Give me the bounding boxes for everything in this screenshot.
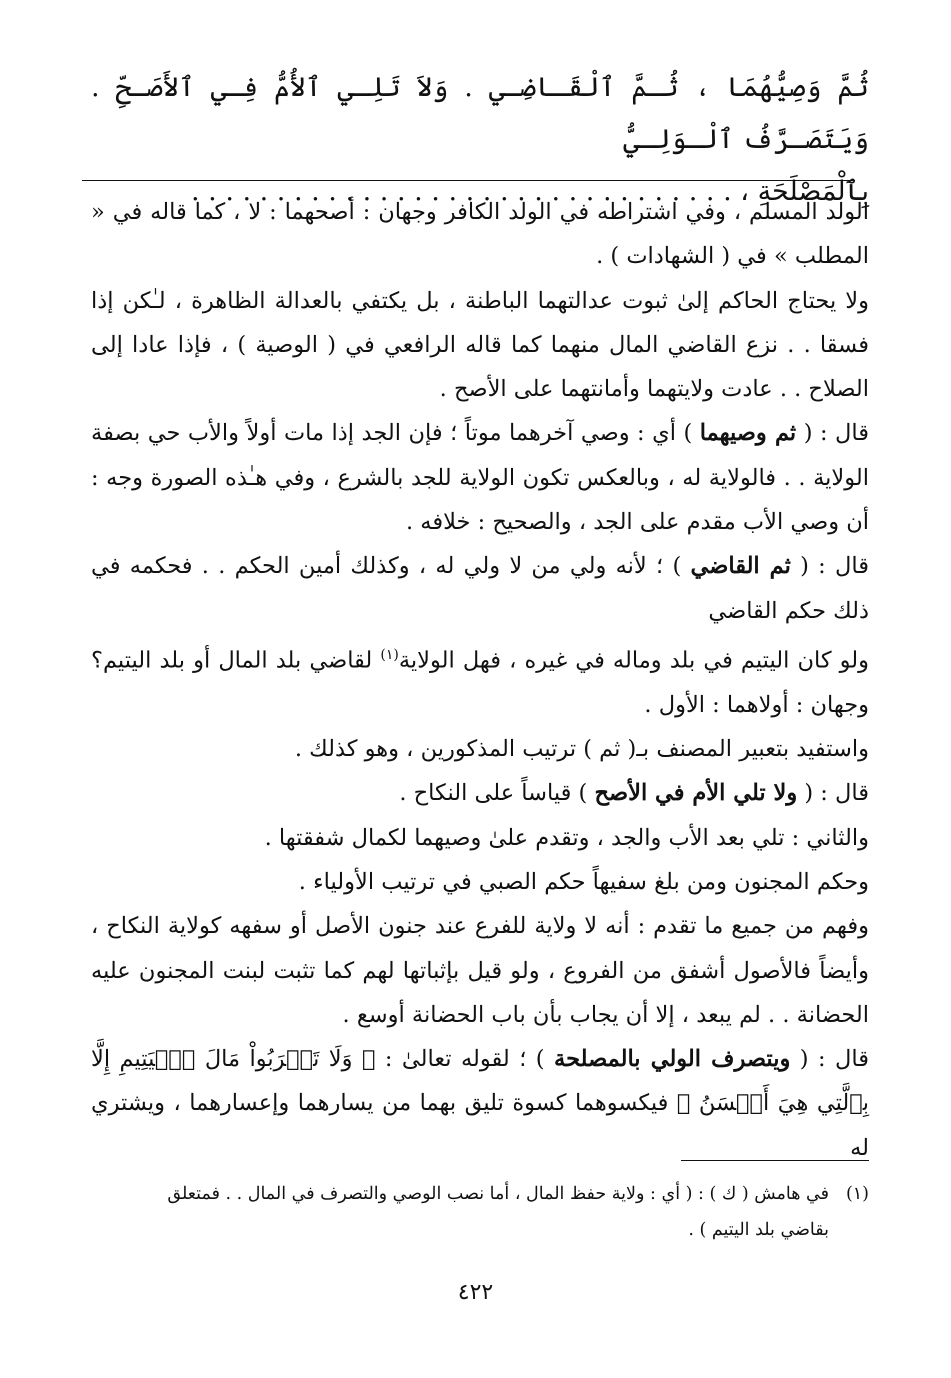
footnote-line-1: (١)في هامش ( ك ) : ( أي : ولاية حفظ المال ، أما نصب الوصي والتصرف في المال . . فمتعلق bbox=[91, 1176, 869, 1212]
footnote-reference[interactable]: (١) bbox=[380, 646, 399, 663]
footnote-number: (١) bbox=[845, 1184, 869, 1204]
quoted-matn: ولا تلي الأم في الأصح bbox=[594, 780, 798, 807]
matn-line-1: ثُمَّ وَصِيُّهُمَا ، ثُـمَّ ٱلْقَـاضِـي . وَلاَ تَلِـي ٱلأُمُّ فِـي ٱلأَصَـحِّ . وَيَتَصَـرَّفُ ٱلْـوَلِـيُّ bbox=[91, 72, 869, 155]
footnote-line-2: بقاضي بلد اليتيم ) . bbox=[688, 1220, 829, 1240]
commentary-paragraph: الولد المسلم ، وفي اشتراطه في الولد الكافر وجهان : أصحهما : لا ، كما قاله في « المطلب » في ( الشهادات ) . bbox=[91, 199, 869, 270]
commentary-paragraph: قال : ( ثم وصيهما ) أي : وصي آخرهما موتاً ؛ فإن الجد إذا مات أولاً والأب حي بصفة الولاية . . فالولاية له ، وبالعكس تكون الولاية للجد بالشرع ، وفي هـٰذه الصورة وجه : أن وصي الأب مقدم على الجد ، والصحيح : خلافه . bbox=[91, 420, 870, 536]
commentary-paragraph: واستفيد بتعبير المصنف بـ( ثم ) ترتيب المذكورين ، وهو كذلك . bbox=[294, 736, 869, 763]
commentary-paragraph: ولو كان اليتيم في بلد وماله في غيره ، فهل الولاية$^{(١)}$ لقاضي بلد المال أو بلد اليتيم؟ وجهان : أولاهما : الأول . bbox=[91, 646, 869, 718]
quran-quote: ﴿ وَلَا تَقۡرَبُواْ مَالَ ٱلۡيَتِيمِ إِلَّا بِٱلَّتِي هِيَ أَحۡسَنُ ﴾ bbox=[91, 1046, 869, 1117]
footnote-separator bbox=[681, 1160, 869, 1161]
commentary-paragraph: وحكم المجنون ومن بلغ سفيهاً حكم الصبي في ترتيب الأولياء . bbox=[298, 868, 869, 895]
quoted-matn: ثم وصيهما bbox=[699, 420, 797, 447]
commentary bbox=[91, 190, 869, 1170]
page-number: ٤٢٢ bbox=[457, 1280, 494, 1305]
commentary-paragraph: قال : ( ثم القاضي ) ؛ لأنه ولي من لا ولي له ، وكذلك أمين الحكم . . فحكمه في ذلك حكم القاضي bbox=[91, 553, 869, 624]
quoted-matn: ويتصرف الولي بالمصلحة bbox=[554, 1046, 791, 1073]
matn-separator bbox=[82, 180, 855, 181]
commentary-paragraph: ولا يحتاج الحاكم إلىٰ ثبوت عدالتهما الباطنة ، بل يكتفي بالعدالة الظاهرة ، لـٰكن إذا فسقا . . نزع القاضي المال منهما كما قاله الرافعي في ( الوصية ) ، فإذا عادا إلى الصلاح . . عادت ولايتهما وأمانتهما على الأصح . bbox=[91, 287, 869, 403]
commentary-paragraph: والثاني : تلي بعد الأب والجد ، وتقدم علىٰ وصيهما لكمال شفقتها . bbox=[264, 824, 869, 851]
commentary-paragraph: قال : ( ولا تلي الأم في الأصح ) قياساً على النكاح . bbox=[399, 780, 869, 807]
matn-line-2: بِٱلْمَصْلَحَةِ ، . . . . . . . . . . . . . . . . . . . . . . . . . . . . . . . . bbox=[190, 176, 869, 207]
commentary-paragraph: قال : ( ويتصرف الولي بالمصلحة ) ؛ لقوله تعالىٰ : ﴿ وَلَا تَقۡرَبُواْ مَالَ ٱلۡيَتِيمِ إِلَّا بِٱلَّتِي هِيَ أَحۡسَنُ ﴾ فيكسوهما كسوة تليق بهما من يسارهما وإعسارهما ، ويشتري له bbox=[91, 1046, 869, 1161]
commentary-paragraph: وفهم من جميع ما تقدم : أنه لا ولاية للفرع عند جنون الأصل أو سفهه كولاية النكاح ، وأيضاً فالأصول أشفق من الفروع ، ولو قيل بإثباتها لهم كما تثبت لبنت المجنون عليه الحضانة . . لم يبعد ، إلا أن يجاب بأن باب الحضانة أوسع . bbox=[91, 913, 869, 1028]
quoted-matn: ثم القاضي bbox=[690, 553, 791, 580]
footnote bbox=[91, 1176, 869, 1248]
